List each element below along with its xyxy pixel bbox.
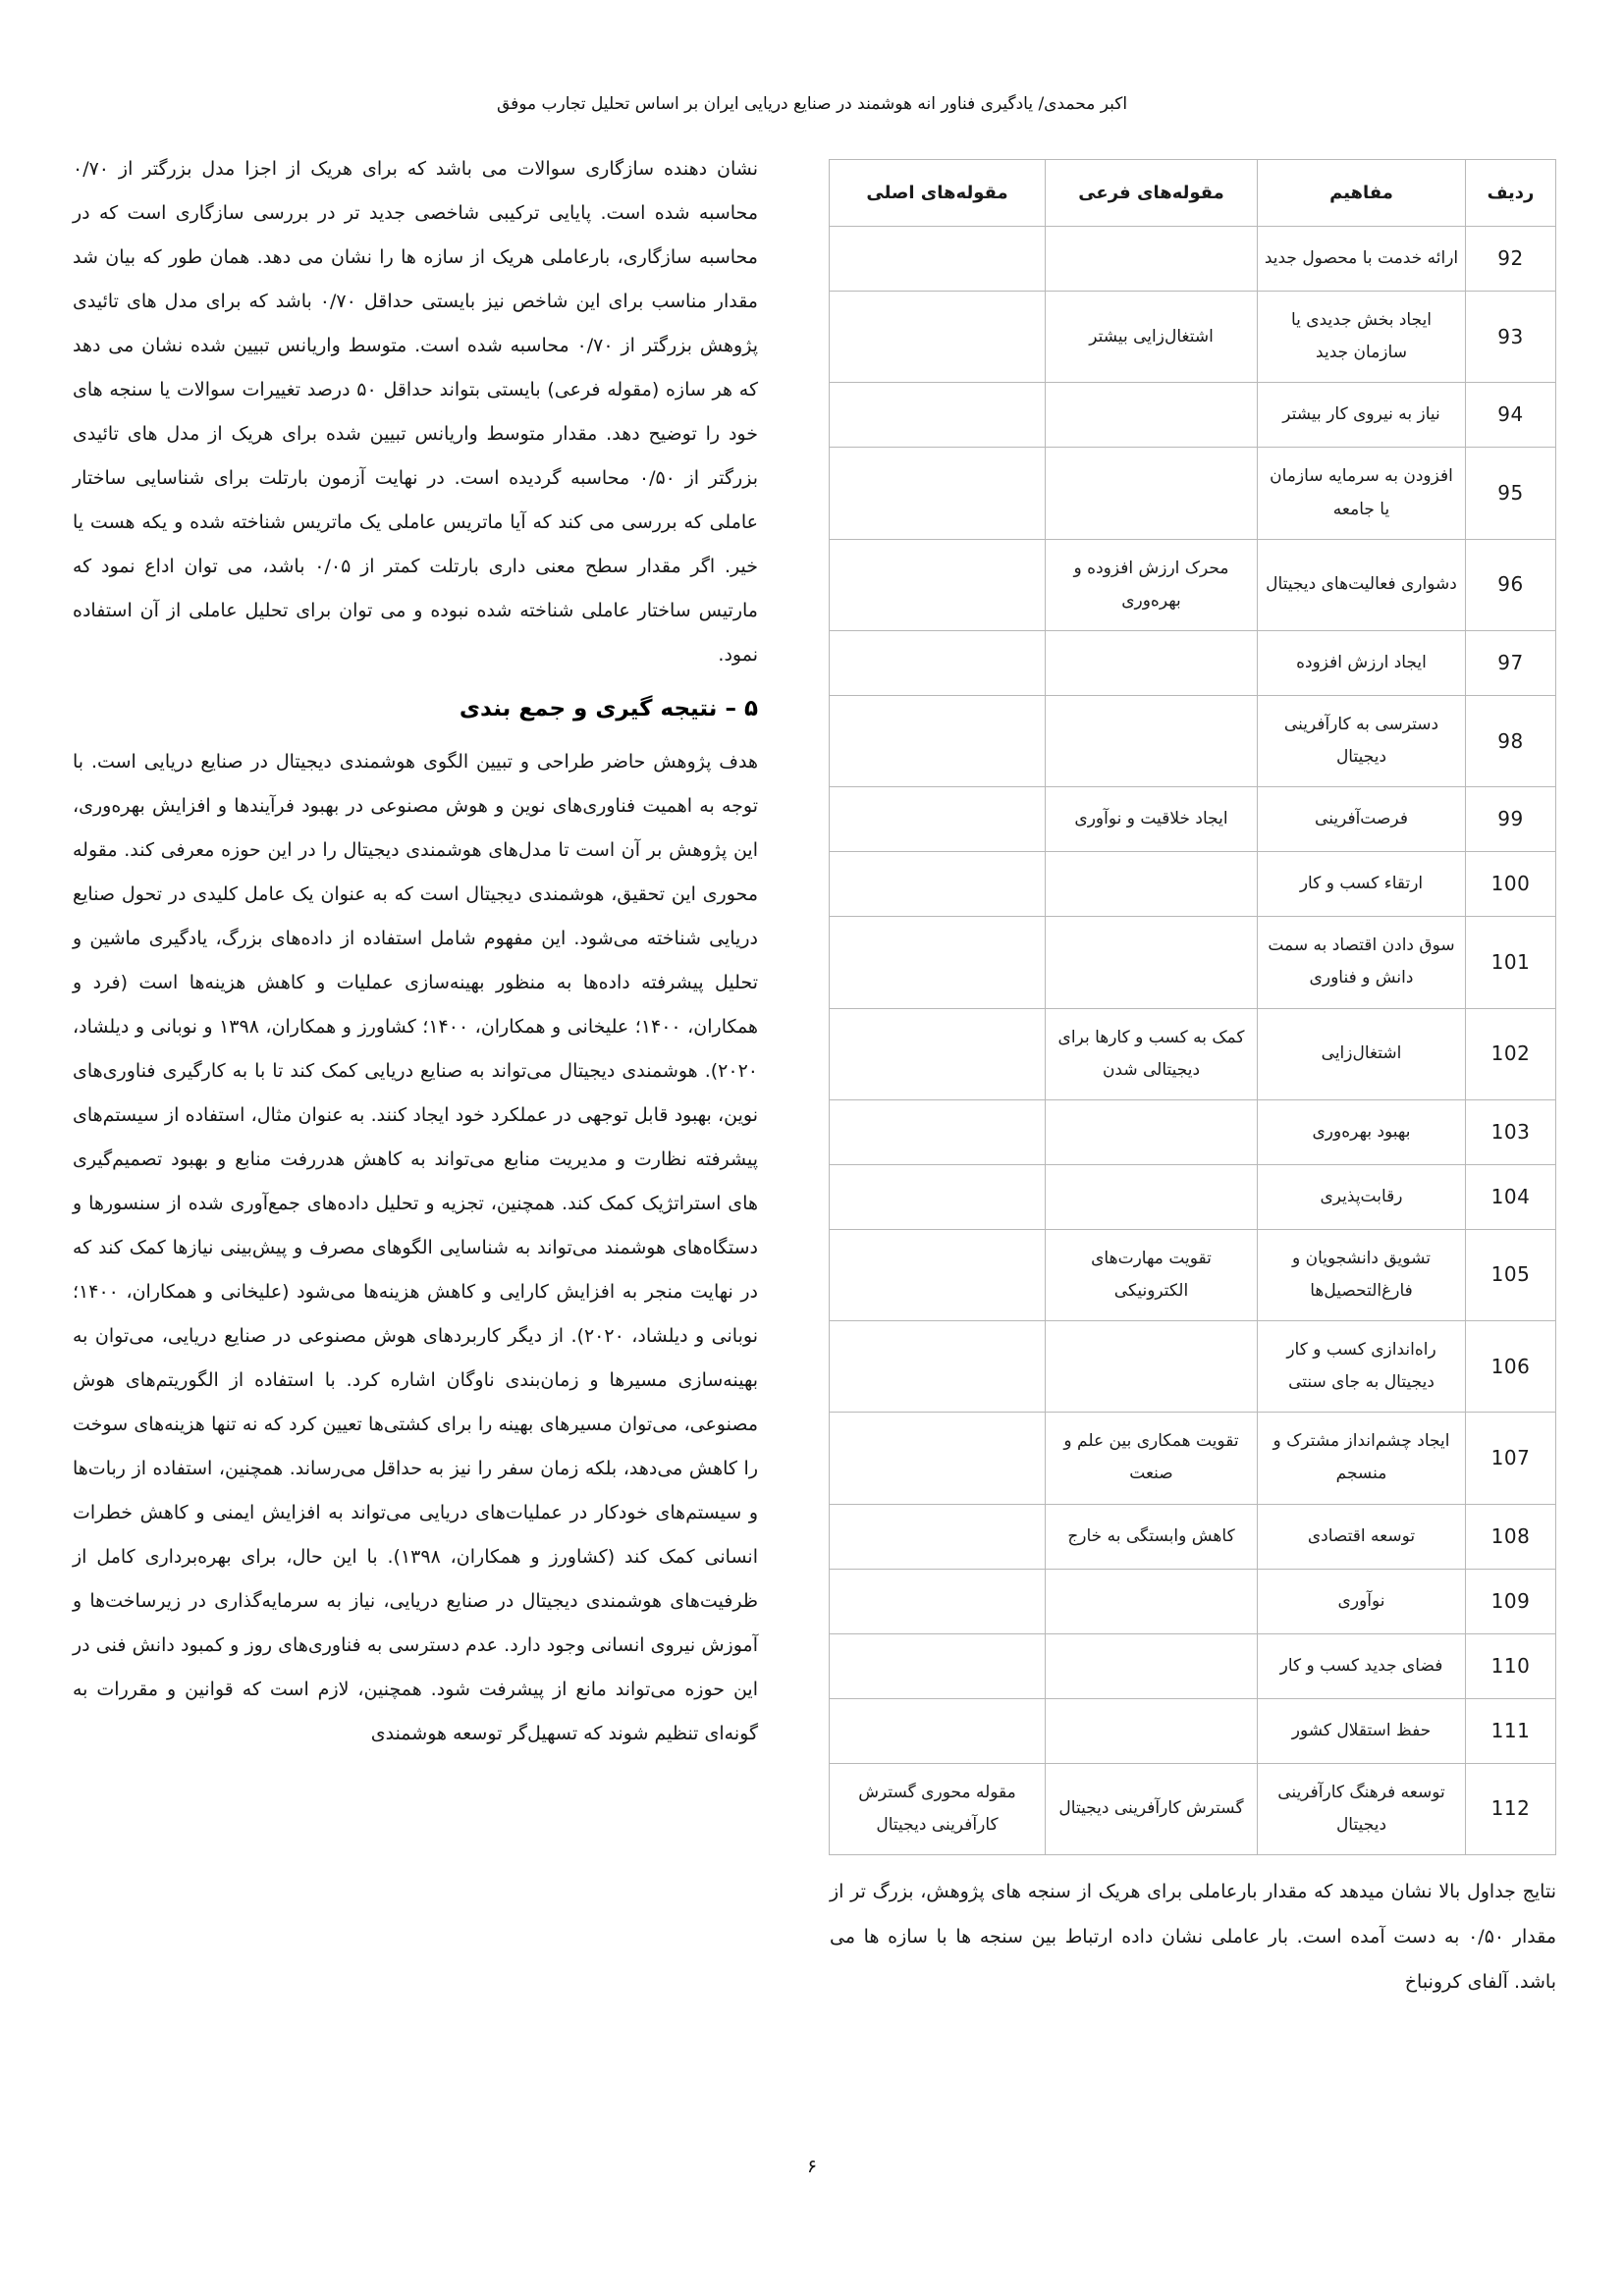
sub-category-cell: تقویت مهارت‌های الکترونیکی xyxy=(1046,1229,1258,1320)
main-category-cell xyxy=(830,630,1046,695)
concept-cell: رقابت‌پذیری xyxy=(1258,1164,1466,1229)
main-category-cell xyxy=(830,539,1046,630)
table-row xyxy=(830,1164,1556,1229)
sub-category-cell xyxy=(1046,1698,1258,1763)
main-category-cell xyxy=(830,695,1046,786)
table-row xyxy=(830,1569,1556,1633)
concept-cell: اشتغال‌زایی xyxy=(1258,1008,1466,1099)
concept-cell: دسترسی به کارآفرینی دیجیتال xyxy=(1258,695,1466,786)
main-category-cell xyxy=(830,1164,1046,1229)
running-header: اکبر محمدی/ یادگیری فناور انه هوشمند در صنایع دریایی ایران بر اساس تحلیل تجارب موفق xyxy=(496,94,1128,114)
concept-cell: ایجاد ارزش افزوده xyxy=(1258,630,1466,695)
main-category-cell xyxy=(830,1569,1046,1633)
main-category-cell xyxy=(830,227,1046,292)
main-category-cell xyxy=(830,1321,1046,1413)
sub-category-cell: کاهش وابستگی به خارج xyxy=(1046,1504,1258,1569)
sub-category-cell xyxy=(1046,917,1258,1008)
main-category-cell xyxy=(830,1229,1046,1320)
sub-category-cell: تقویت همکاری بین علم و صنعت xyxy=(1046,1413,1258,1504)
main-category-cell xyxy=(830,917,1046,1008)
paragraph-conclusion: هدف پژوهش حاضر طراحی و تبیین الگوی هوشمندی دیجیتال در صنایع دریایی است. با توجه به اهمیت فناوری‌های نوین و هوش مصنوعی در بهبود فرآیندها و افزایش بهره‌وری، این پژوهش بر آن است تا مدل‌های هوشمندی دیجیتال را در این حوزه معرفی کند. مقوله محوری این تحقیق، هوشمندی دیجیتال است که به عنوان یک عامل کلیدی در تحول صنایع دریایی شناخته می‌شود. این مفهوم شامل استفاده از داده‌های بزرگ، یادگیری ماشین و تحلیل پیشرفته داده‌ها به منظور بهینه‌سازی عملیات و کاهش هزینه‌ها است (فرد و همکاران، ۱۴۰۰؛ علیخانی و همکاران، ۱۴۰۰؛ کشاورز و همکاران، ۱۳۹۸ و نوبانی و دیلشاد، ۲۰۲۰). هوشمندی دیجیتال می‌تواند به صنایع دریایی کمک کند تا با به کارگیری فناوری‌های نوین، بهبود قابل توجهی در عملکرد خود ایجاد کنند. به عنوان مثال، استفاده از سیستم‌های پیشرفته نظارت و مدیریت منابع می‌تواند به کاهش هدررفت منابع و بهبود تصمیم‌گیری های استراتژیک کمک کند. همچنین، تجزیه و تحلیل داده‌های جمع‌آوری شده از سنسورها و دستگاه‌های هوشمند می‌تواند به شناسایی الگوهای مصرف و پیش‌بینی نیازها کمک کند که در نهایت منجر به افزایش کارایی و کاهش هزینه‌ها می‌شود (علیخانی و همکاران، ۱۴۰۰؛ نوبانی و دیلشاد، ۲۰۲۰). از دیگر کاربردهای هوش مصنوعی در صنایع دریایی، می‌توان به بهینه‌سازی مسیرها و زمان‌بندی ناوگان اشاره کرد. با استفاده از الگوریتم‌های هوش مصنوعی، می‌توان مسیرهای بهینه را برای کشتی‌ها تعیین کرد که نه تنها هزینه‌های سوخت را کاهش می‌دهد، بلکه زمان سفر را نیز به حداقل می‌رساند. همچنین، استفاده از ربات‌ها و سیستم‌های خودکار در عملیات‌های دریایی می‌تواند به افزایش ایمنی و کاهش خطرات انسانی کمک کند (کشاورز و همکاران، ۱۳۹۸). با این حال، برای بهره‌برداری کامل از ظرفیت‌های هوشمندی دیجیتال در صنایع دریایی، نیاز به سرمایه‌گذاری در زیرساخت‌ها و آموزش نیروی انسانی وجود دارد. عدم دسترسی به فناوری‌های روز و کمبود دانش فنی در این حوزه می‌تواند مانع از پیشرفت شود. همچنین، لازم است که قوانین و مقررات به گونه‌ای تنظیم شوند که تسهیل‌گر توسعه هوشمندی xyxy=(73,751,758,1744)
table-row xyxy=(830,630,1556,695)
row-number-cell: 103 xyxy=(1466,1099,1556,1164)
concept-cell: دشواری فعالیت‌های دیجیتال xyxy=(1258,539,1466,630)
main-category-cell xyxy=(830,292,1046,383)
table-row xyxy=(830,787,1556,852)
sub-category-cell xyxy=(1046,1164,1258,1229)
table-row xyxy=(830,1229,1556,1320)
row-number-cell: 111 xyxy=(1466,1698,1556,1763)
row-number-cell: 98 xyxy=(1466,695,1556,786)
row-number-cell: 106 xyxy=(1466,1321,1556,1413)
table-row xyxy=(830,292,1556,383)
table-row xyxy=(830,227,1556,292)
row-number-cell: 95 xyxy=(1466,448,1556,539)
main-category-cell xyxy=(830,1413,1046,1504)
row-number-cell: 97 xyxy=(1466,630,1556,695)
section-heading-conclusion: ۵ – نتیجه گیری و جمع بندی xyxy=(459,696,758,721)
table-row xyxy=(830,917,1556,1008)
table-row xyxy=(830,852,1556,917)
main-category-cell: مقوله محوری گسترش کارآفرینی دیجیتال xyxy=(830,1763,1046,1854)
sub-category-cell: کمک به کسب و کارها برای دیجیتالی شدن xyxy=(1046,1008,1258,1099)
body-text-column xyxy=(73,147,758,1756)
concept-cell: سوق دادن اقتصاد به سمت دانش و فناوری xyxy=(1258,917,1466,1008)
concept-cell: ایجاد بخش جدیدی یا سازمان جدید xyxy=(1258,292,1466,383)
main-category-cell xyxy=(830,1099,1046,1164)
main-category-cell xyxy=(830,1504,1046,1569)
sub-category-cell xyxy=(1046,695,1258,786)
row-number-cell: 100 xyxy=(1466,852,1556,917)
row-number-cell: 92 xyxy=(1466,227,1556,292)
row-number-cell: 110 xyxy=(1466,1633,1556,1698)
sub-category-cell xyxy=(1046,383,1258,448)
table-row xyxy=(830,1008,1556,1099)
sub-category-cell xyxy=(1046,448,1258,539)
concept-cell: بهبود بهره‌وری xyxy=(1258,1099,1466,1164)
concept-cell: نیاز به نیروی کار بیشتر xyxy=(1258,383,1466,448)
row-number-cell: 109 xyxy=(1466,1569,1556,1633)
table-row xyxy=(830,1698,1556,1763)
row-number-cell: 94 xyxy=(1466,383,1556,448)
col-header-concepts: مفاهیم xyxy=(1258,160,1466,227)
main-category-cell xyxy=(830,383,1046,448)
table-row xyxy=(830,1504,1556,1569)
concept-cell: نوآوری xyxy=(1258,1569,1466,1633)
concept-cell: فرصت‌آفرینی xyxy=(1258,787,1466,852)
sub-category-cell xyxy=(1046,1099,1258,1164)
concept-cell: تشویق دانشجویان و فارغ‌التحصیل‌ها xyxy=(1258,1229,1466,1320)
paragraph-table-results-note: نتایج جداول بالا نشان میدهد که مقدار بارعاملی برای هریک از سنجه های پژوهش، بزرگ تر از مقدار ۰/۵۰ به دست آمده است. بار عاملی نشان داده ارتباط بین سنجه ها با سازه ها می باشد. آلفای کرونباخ xyxy=(830,1880,1556,1993)
concept-cell: فضای جدید کسب و کار xyxy=(1258,1633,1466,1698)
table-row xyxy=(830,539,1556,630)
main-category-cell xyxy=(830,852,1046,917)
main-category-cell xyxy=(830,787,1046,852)
col-header-main-categories: مقوله‌های اصلی xyxy=(830,160,1046,227)
main-category-cell xyxy=(830,1698,1046,1763)
col-header-sub-categories: مقوله‌های فرعی xyxy=(1046,160,1258,227)
main-category-cell xyxy=(830,1633,1046,1698)
table-row xyxy=(830,1321,1556,1413)
concept-cell: افزودن به سرمایه سازمان یا جامعه xyxy=(1258,448,1466,539)
concept-cell: ارتقاء کسب و کار xyxy=(1258,852,1466,917)
main-category-cell xyxy=(830,1008,1046,1099)
row-number-cell: 93 xyxy=(1466,292,1556,383)
table-column xyxy=(830,159,1556,2004)
page-number: ۶ xyxy=(806,2156,818,2177)
table-row xyxy=(830,1413,1556,1504)
table-row xyxy=(830,1099,1556,1164)
concept-cell: توسعه اقتصادی xyxy=(1258,1504,1466,1569)
row-number-cell: 107 xyxy=(1466,1413,1556,1504)
row-number-cell: 101 xyxy=(1466,917,1556,1008)
concept-cell: ارائه خدمت با محصول جدید xyxy=(1258,227,1466,292)
col-header-row-number: ردیف xyxy=(1466,160,1556,227)
paragraph-reliability-analysis: نشان دهنده سازگاری سوالات می باشد که برای هریک از اجزا مدل بزرگتر از ۰/۷۰ محاسبه شده است. پایایی ترکیبی شاخصی جدید تر در بررسی سازگاری است که در محاسبه سازگاری، بارعاملی هریک از سازه ها را نشان می دهد. همان طور که بیان شد مقدار مناسب برای این شاخص نیز بایستی حداقل ۰/۷۰ باشد که برای مدل های تائیدی پژوهش بزرگتر از ۰/۷۰ محاسبه شده است. متوسط واریانس تبیین شده نشان می دهد که هر سازه (مقوله فرعی) بایستی بتواند حداقل ۵۰ درصد تغییرات سوالات یا سنجه های خود را توضیح دهد. مقدار متوسط واریانس تبیین شده برای هریک از مدل های تائیدی بزرگتر از ۰/۵۰ محاسبه گردیده است. در نهایت آزمون بارتلت برای شناسایی ساختار عاملی که بررسی می کند که آیا ماتریس عاملی یک ماتریس شناخته شده و یکه هست یا خیر. اگر مقدار سطح معنی داری بارتلت کمتر از ۰/۰۵ باشد، می توان اداع نمود که مارتیس ساختار عاملی شناخته شده نبوده و می توان برای تحلیل عاملی از آن استفاده نمود. xyxy=(73,158,759,666)
concept-cell: حفظ استقلال کشور xyxy=(1258,1698,1466,1763)
row-number-cell: 104 xyxy=(1466,1164,1556,1229)
sub-category-cell xyxy=(1046,1569,1258,1633)
row-number-cell: 96 xyxy=(1466,539,1556,630)
row-number-cell: 99 xyxy=(1466,787,1556,852)
concept-cell: توسعه فرهنگ کارآفرینی دیجیتال xyxy=(1258,1763,1466,1854)
table-header-row xyxy=(830,160,1556,227)
concept-cell: راه‌اندازی کسب و کار دیجیتال به جای سنتی xyxy=(1258,1321,1466,1413)
sub-category-cell xyxy=(1046,1633,1258,1698)
table-row xyxy=(830,383,1556,448)
row-number-cell: 105 xyxy=(1466,1229,1556,1320)
sub-category-cell: اشتغال‌زایی بیشتر xyxy=(1046,292,1258,383)
sub-category-cell xyxy=(1046,227,1258,292)
table-row xyxy=(830,695,1556,786)
sub-category-cell xyxy=(1046,630,1258,695)
main-category-cell xyxy=(830,448,1046,539)
row-number-cell: 102 xyxy=(1466,1008,1556,1099)
row-number-cell: 112 xyxy=(1466,1763,1556,1854)
table-row xyxy=(830,1763,1556,1854)
sub-category-cell xyxy=(1046,852,1258,917)
sub-category-cell: گسترش کارآفرینی دیجیتال xyxy=(1046,1763,1258,1854)
sub-category-cell: ایجاد خلاقیت و نوآوری xyxy=(1046,787,1258,852)
sub-category-cell: محرک ارزش افزوده و بهره‌وری xyxy=(1046,539,1258,630)
concept-cell: ایجاد چشم‌انداز مشترک و منسجم xyxy=(1258,1413,1466,1504)
table-row xyxy=(830,1633,1556,1698)
row-number-cell: 108 xyxy=(1466,1504,1556,1569)
categories-table xyxy=(829,159,1556,1855)
sub-category-cell xyxy=(1046,1321,1258,1413)
table-row xyxy=(830,448,1556,539)
